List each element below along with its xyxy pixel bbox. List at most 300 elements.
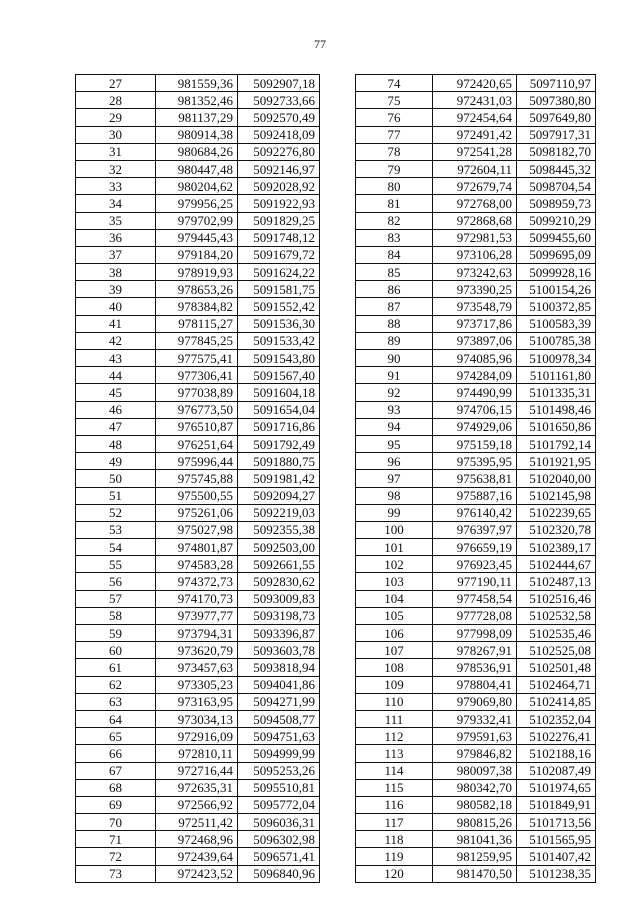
point-number-cell: 105 [356, 607, 433, 624]
table-row [76, 264, 320, 281]
table-row [76, 350, 320, 367]
point-number-cell: 64 [76, 710, 156, 727]
point-number-cell: 60 [76, 642, 156, 659]
x-coordinate-cell: 972491,42 [433, 126, 517, 143]
y-coordinate-cell: 5092355,38 [238, 521, 320, 538]
x-coordinate-cell: 979846,82 [433, 745, 517, 762]
x-coordinate-cell: 974170,73 [156, 590, 238, 607]
y-coordinate-cell: 5102087,49 [517, 762, 596, 779]
point-number-cell: 83 [356, 229, 433, 246]
table-row [356, 710, 596, 727]
x-coordinate-cell: 973163,95 [156, 693, 238, 710]
y-coordinate-cell: 5102040,00 [517, 470, 596, 487]
x-coordinate-cell: 978115,27 [156, 315, 238, 332]
point-number-cell: 75 [356, 92, 433, 109]
x-coordinate-cell: 972468,96 [156, 831, 238, 848]
x-coordinate-cell: 981137,29 [156, 109, 238, 126]
y-coordinate-cell: 5098182,70 [517, 143, 596, 160]
x-coordinate-cell: 977728,08 [433, 607, 517, 624]
x-coordinate-cell: 978804,41 [433, 676, 517, 693]
y-coordinate-cell: 5091581,75 [238, 281, 320, 298]
table-row [76, 659, 320, 676]
y-coordinate-cell: 5091624,22 [238, 264, 320, 281]
point-number-cell: 101 [356, 539, 433, 556]
table-row [356, 367, 596, 384]
table-row [76, 126, 320, 143]
x-coordinate-cell: 973620,79 [156, 642, 238, 659]
x-coordinate-cell: 973106,28 [433, 246, 517, 263]
point-number-cell: 46 [76, 401, 156, 418]
y-coordinate-cell: 5098445,32 [517, 160, 596, 177]
point-number-cell: 97 [356, 470, 433, 487]
point-number-cell: 41 [76, 315, 156, 332]
y-coordinate-cell: 5102487,13 [517, 573, 596, 590]
table-row [356, 556, 596, 573]
y-coordinate-cell: 5096840,96 [238, 865, 320, 882]
point-number-cell: 78 [356, 143, 433, 160]
x-coordinate-cell: 974801,87 [156, 539, 238, 556]
x-coordinate-cell: 973977,77 [156, 607, 238, 624]
y-coordinate-cell: 5102389,17 [517, 539, 596, 556]
table-row [356, 487, 596, 504]
x-coordinate-cell: 977575,41 [156, 350, 238, 367]
y-coordinate-cell: 5100583,39 [517, 315, 596, 332]
table-row [356, 831, 596, 848]
point-number-cell: 84 [356, 246, 433, 263]
y-coordinate-cell: 5092733,66 [238, 92, 320, 109]
point-number-cell: 72 [76, 848, 156, 865]
x-coordinate-cell: 974929,06 [433, 418, 517, 435]
y-coordinate-cell: 5091552,42 [238, 298, 320, 315]
point-number-cell: 42 [76, 332, 156, 349]
y-coordinate-cell: 5094271,99 [238, 693, 320, 710]
point-number-cell: 62 [76, 676, 156, 693]
table-row [356, 814, 596, 831]
x-coordinate-cell: 972916,09 [156, 728, 238, 745]
table-row [356, 470, 596, 487]
y-coordinate-cell: 5095772,04 [238, 796, 320, 813]
x-coordinate-cell: 975638,81 [433, 470, 517, 487]
table-row [76, 676, 320, 693]
table-row [356, 762, 596, 779]
y-coordinate-cell: 5102532,58 [517, 607, 596, 624]
y-coordinate-cell: 5091567,40 [238, 367, 320, 384]
table-row [76, 848, 320, 865]
y-coordinate-cell: 5102188,16 [517, 745, 596, 762]
x-coordinate-cell: 978919,93 [156, 264, 238, 281]
point-number-cell: 90 [356, 350, 433, 367]
point-number-cell: 33 [76, 178, 156, 195]
table-row [76, 625, 320, 642]
x-coordinate-cell: 980582,18 [433, 796, 517, 813]
point-number-cell: 56 [76, 573, 156, 590]
table-row [76, 573, 320, 590]
table-row [76, 143, 320, 160]
x-coordinate-cell: 973305,23 [156, 676, 238, 693]
table-row [356, 676, 596, 693]
x-coordinate-cell: 972511,42 [156, 814, 238, 831]
point-number-cell: 58 [76, 607, 156, 624]
point-number-cell: 89 [356, 332, 433, 349]
point-number-cell: 82 [356, 212, 433, 229]
table-row [356, 298, 596, 315]
y-coordinate-cell: 5102516,46 [517, 590, 596, 607]
point-number-cell: 47 [76, 418, 156, 435]
y-coordinate-cell: 5091716,86 [238, 418, 320, 435]
point-number-cell: 109 [356, 676, 433, 693]
x-coordinate-cell: 972810,11 [156, 745, 238, 762]
x-coordinate-cell: 973457,63 [156, 659, 238, 676]
point-number-cell: 74 [356, 75, 433, 92]
point-number-cell: 118 [356, 831, 433, 848]
x-coordinate-cell: 979702,99 [156, 212, 238, 229]
y-coordinate-cell: 5101849,91 [517, 796, 596, 813]
table-row [76, 195, 320, 212]
table-row [76, 160, 320, 177]
table-row [76, 590, 320, 607]
x-coordinate-cell: 975745,88 [156, 470, 238, 487]
table-row [356, 625, 596, 642]
point-number-cell: 110 [356, 693, 433, 710]
y-coordinate-cell: 5099455,60 [517, 229, 596, 246]
y-coordinate-cell: 5096302,98 [238, 831, 320, 848]
coordinates-table-right [355, 74, 596, 883]
table-row [356, 745, 596, 762]
table-row [356, 504, 596, 521]
x-coordinate-cell: 978653,26 [156, 281, 238, 298]
y-coordinate-cell: 5097917,31 [517, 126, 596, 143]
y-coordinate-cell: 5094508,77 [238, 710, 320, 727]
table-row [356, 332, 596, 349]
y-coordinate-cell: 5097110,97 [517, 75, 596, 92]
table-row [356, 642, 596, 659]
table-row [356, 143, 596, 160]
x-coordinate-cell: 972423,52 [156, 865, 238, 882]
x-coordinate-cell: 972566,92 [156, 796, 238, 813]
table-row [76, 92, 320, 109]
point-number-cell: 106 [356, 625, 433, 642]
point-number-cell: 45 [76, 384, 156, 401]
point-number-cell: 36 [76, 229, 156, 246]
x-coordinate-cell: 980097,38 [433, 762, 517, 779]
x-coordinate-cell: 980684,26 [156, 143, 238, 160]
table-row [76, 796, 320, 813]
x-coordinate-cell: 973794,31 [156, 625, 238, 642]
table-row [76, 109, 320, 126]
point-number-cell: 100 [356, 521, 433, 538]
point-number-cell: 31 [76, 143, 156, 160]
point-number-cell: 104 [356, 590, 433, 607]
x-coordinate-cell: 980342,70 [433, 779, 517, 796]
point-number-cell: 73 [76, 865, 156, 882]
x-coordinate-cell: 977458,54 [433, 590, 517, 607]
x-coordinate-cell: 978384,82 [156, 298, 238, 315]
table-row [76, 504, 320, 521]
point-number-cell: 67 [76, 762, 156, 779]
y-coordinate-cell: 5100372,85 [517, 298, 596, 315]
table-row [356, 212, 596, 229]
page-number: 77 [314, 37, 326, 51]
table-row [76, 384, 320, 401]
x-coordinate-cell: 974583,28 [156, 556, 238, 573]
table-row [356, 109, 596, 126]
y-coordinate-cell: 5101335,31 [517, 384, 596, 401]
point-number-cell: 37 [76, 246, 156, 263]
y-coordinate-cell: 5091536,30 [238, 315, 320, 332]
y-coordinate-cell: 5092219,03 [238, 504, 320, 521]
y-coordinate-cell: 5101792,14 [517, 435, 596, 452]
point-number-cell: 48 [76, 435, 156, 452]
y-coordinate-cell: 5092830,62 [238, 573, 320, 590]
x-coordinate-cell: 972868,68 [433, 212, 517, 229]
y-coordinate-cell: 5102444,67 [517, 556, 596, 573]
y-coordinate-cell: 5092418,09 [238, 126, 320, 143]
x-coordinate-cell: 979591,63 [433, 728, 517, 745]
y-coordinate-cell: 5091533,42 [238, 332, 320, 349]
y-coordinate-cell: 5098704,54 [517, 178, 596, 195]
coordinates-table-left [75, 74, 320, 883]
y-coordinate-cell: 5101161,80 [517, 367, 596, 384]
table-row [356, 246, 596, 263]
x-coordinate-cell: 972431,03 [433, 92, 517, 109]
point-number-cell: 68 [76, 779, 156, 796]
y-coordinate-cell: 5102145,98 [517, 487, 596, 504]
point-number-cell: 111 [356, 710, 433, 727]
point-number-cell: 76 [356, 109, 433, 126]
table-row [356, 384, 596, 401]
point-number-cell: 102 [356, 556, 433, 573]
table-row [356, 178, 596, 195]
y-coordinate-cell: 5092094,27 [238, 487, 320, 504]
point-number-cell: 98 [356, 487, 433, 504]
x-coordinate-cell: 981041,36 [433, 831, 517, 848]
point-number-cell: 115 [356, 779, 433, 796]
point-number-cell: 86 [356, 281, 433, 298]
point-number-cell: 39 [76, 281, 156, 298]
table-row [76, 831, 320, 848]
x-coordinate-cell: 979956,25 [156, 195, 238, 212]
point-number-cell: 52 [76, 504, 156, 521]
x-coordinate-cell: 980914,38 [156, 126, 238, 143]
x-coordinate-cell: 974490,99 [433, 384, 517, 401]
table-row [76, 315, 320, 332]
y-coordinate-cell: 5091604,18 [238, 384, 320, 401]
point-number-cell: 113 [356, 745, 433, 762]
x-coordinate-cell: 974085,96 [433, 350, 517, 367]
y-coordinate-cell: 5101974,65 [517, 779, 596, 796]
y-coordinate-cell: 5094041,86 [238, 676, 320, 693]
table-row [356, 229, 596, 246]
x-coordinate-cell: 978536,91 [433, 659, 517, 676]
x-coordinate-cell: 978267,91 [433, 642, 517, 659]
x-coordinate-cell: 972635,31 [156, 779, 238, 796]
y-coordinate-cell: 5093198,73 [238, 607, 320, 624]
point-number-cell: 117 [356, 814, 433, 831]
table-row [356, 315, 596, 332]
y-coordinate-cell: 5092276,80 [238, 143, 320, 160]
y-coordinate-cell: 5092907,18 [238, 75, 320, 92]
table-row [76, 281, 320, 298]
x-coordinate-cell: 972768,00 [433, 195, 517, 212]
x-coordinate-cell: 981259,95 [433, 848, 517, 865]
table-row [356, 659, 596, 676]
y-coordinate-cell: 5092503,00 [238, 539, 320, 556]
y-coordinate-cell: 5096571,41 [238, 848, 320, 865]
table-row [356, 848, 596, 865]
y-coordinate-cell: 5096036,31 [238, 814, 320, 831]
point-number-cell: 65 [76, 728, 156, 745]
point-number-cell: 120 [356, 865, 433, 882]
table-row [76, 332, 320, 349]
y-coordinate-cell: 5093396,87 [238, 625, 320, 642]
point-number-cell: 81 [356, 195, 433, 212]
y-coordinate-cell: 5102501,48 [517, 659, 596, 676]
y-coordinate-cell: 5098959,73 [517, 195, 596, 212]
point-number-cell: 87 [356, 298, 433, 315]
point-number-cell: 88 [356, 315, 433, 332]
table-row [76, 693, 320, 710]
x-coordinate-cell: 979184,20 [156, 246, 238, 263]
y-coordinate-cell: 5102320,78 [517, 521, 596, 538]
x-coordinate-cell: 974706,15 [433, 401, 517, 418]
x-coordinate-cell: 981470,50 [433, 865, 517, 882]
point-number-cell: 49 [76, 453, 156, 470]
table-row [356, 401, 596, 418]
point-number-cell: 32 [76, 160, 156, 177]
table-row [356, 195, 596, 212]
table-row [356, 92, 596, 109]
y-coordinate-cell: 5091543,80 [238, 350, 320, 367]
x-coordinate-cell: 979332,41 [433, 710, 517, 727]
table-row [76, 401, 320, 418]
table-row [76, 642, 320, 659]
point-number-cell: 40 [76, 298, 156, 315]
point-number-cell: 93 [356, 401, 433, 418]
point-number-cell: 35 [76, 212, 156, 229]
y-coordinate-cell: 5091922,93 [238, 195, 320, 212]
table-row [76, 539, 320, 556]
point-number-cell: 61 [76, 659, 156, 676]
table-row [76, 246, 320, 263]
table-row [76, 178, 320, 195]
y-coordinate-cell: 5091981,42 [238, 470, 320, 487]
y-coordinate-cell: 5101498,46 [517, 401, 596, 418]
point-number-cell: 55 [76, 556, 156, 573]
table-row [356, 539, 596, 556]
table-row [356, 573, 596, 590]
x-coordinate-cell: 972604,11 [433, 160, 517, 177]
table-row [76, 418, 320, 435]
table-row [76, 453, 320, 470]
y-coordinate-cell: 5101407,42 [517, 848, 596, 865]
point-number-cell: 44 [76, 367, 156, 384]
x-coordinate-cell: 973034,13 [156, 710, 238, 727]
x-coordinate-cell: 975887,16 [433, 487, 517, 504]
y-coordinate-cell: 5099695,09 [517, 246, 596, 263]
point-number-cell: 29 [76, 109, 156, 126]
point-number-cell: 79 [356, 160, 433, 177]
table-row [356, 590, 596, 607]
point-number-cell: 71 [76, 831, 156, 848]
table-row [356, 865, 596, 882]
table-row [76, 229, 320, 246]
x-coordinate-cell: 975996,44 [156, 453, 238, 470]
x-coordinate-cell: 977190,11 [433, 573, 517, 590]
y-coordinate-cell: 5099928,16 [517, 264, 596, 281]
x-coordinate-cell: 975500,55 [156, 487, 238, 504]
point-number-cell: 92 [356, 384, 433, 401]
point-number-cell: 99 [356, 504, 433, 521]
x-coordinate-cell: 980815,26 [433, 814, 517, 831]
point-number-cell: 27 [76, 75, 156, 92]
x-coordinate-cell: 977845,25 [156, 332, 238, 349]
y-coordinate-cell: 5102535,46 [517, 625, 596, 642]
table-row [76, 367, 320, 384]
y-coordinate-cell: 5093818,94 [238, 659, 320, 676]
table-row [356, 607, 596, 624]
point-number-cell: 59 [76, 625, 156, 642]
x-coordinate-cell: 972981,53 [433, 229, 517, 246]
x-coordinate-cell: 973717,86 [433, 315, 517, 332]
x-coordinate-cell: 975395,95 [433, 453, 517, 470]
y-coordinate-cell: 5091792,49 [238, 435, 320, 452]
y-coordinate-cell: 5091829,25 [238, 212, 320, 229]
x-coordinate-cell: 981352,46 [156, 92, 238, 109]
y-coordinate-cell: 5092028,92 [238, 178, 320, 195]
table-row [356, 728, 596, 745]
point-number-cell: 91 [356, 367, 433, 384]
x-coordinate-cell: 979069,80 [433, 693, 517, 710]
point-number-cell: 116 [356, 796, 433, 813]
x-coordinate-cell: 980447,48 [156, 160, 238, 177]
point-number-cell: 80 [356, 178, 433, 195]
x-coordinate-cell: 976140,42 [433, 504, 517, 521]
table-row [76, 814, 320, 831]
table-row [76, 865, 320, 882]
table-row [356, 264, 596, 281]
point-number-cell: 112 [356, 728, 433, 745]
table-row [76, 745, 320, 762]
y-coordinate-cell: 5097649,80 [517, 109, 596, 126]
point-number-cell: 96 [356, 453, 433, 470]
x-coordinate-cell: 972541,28 [433, 143, 517, 160]
x-coordinate-cell: 977998,09 [433, 625, 517, 642]
x-coordinate-cell: 976397,97 [433, 521, 517, 538]
x-coordinate-cell: 976923,45 [433, 556, 517, 573]
point-number-cell: 63 [76, 693, 156, 710]
y-coordinate-cell: 5102352,04 [517, 710, 596, 727]
point-number-cell: 53 [76, 521, 156, 538]
y-coordinate-cell: 5093603,78 [238, 642, 320, 659]
point-number-cell: 69 [76, 796, 156, 813]
table-row [76, 487, 320, 504]
point-number-cell: 50 [76, 470, 156, 487]
y-coordinate-cell: 5092661,55 [238, 556, 320, 573]
x-coordinate-cell: 974372,73 [156, 573, 238, 590]
y-coordinate-cell: 5094999,99 [238, 745, 320, 762]
x-coordinate-cell: 977038,89 [156, 384, 238, 401]
table-row [76, 762, 320, 779]
x-coordinate-cell: 981559,36 [156, 75, 238, 92]
table-row [356, 453, 596, 470]
x-coordinate-cell: 974284,09 [433, 367, 517, 384]
x-coordinate-cell: 975159,18 [433, 435, 517, 452]
table-row [356, 779, 596, 796]
point-number-cell: 51 [76, 487, 156, 504]
y-coordinate-cell: 5092146,97 [238, 160, 320, 177]
table-row [76, 212, 320, 229]
table-row [356, 160, 596, 177]
